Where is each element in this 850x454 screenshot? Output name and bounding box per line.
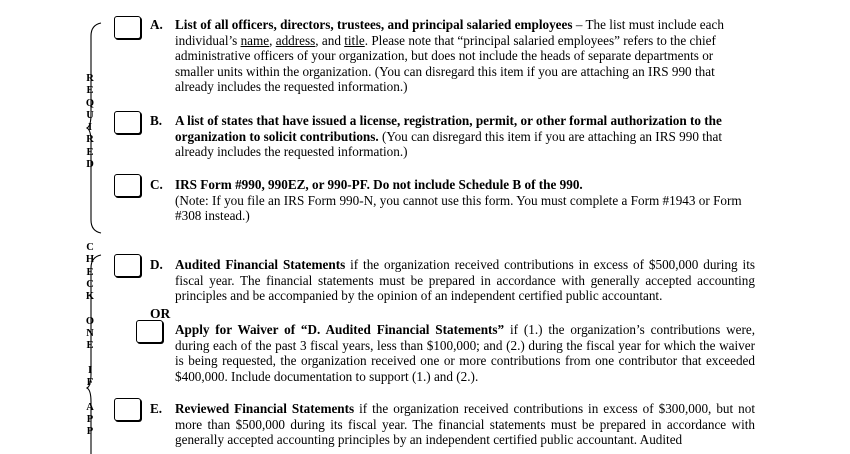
required-vertical-label: R E Q U I R E D — [85, 73, 95, 171]
check-one-vertical-label: C H E C K O N E I F A P P — [85, 242, 95, 438]
item-b — [150, 113, 755, 160]
item-b-rest: (You can disregard this item if you are attaching an IRS 990 that already includes the requested information.) — [175, 128, 722, 160]
item-a-text-3: , and — [315, 32, 345, 48]
or-label: OR — [150, 306, 171, 321]
item-a-letter: A. — [150, 17, 163, 32]
item-a-text — [175, 17, 755, 95]
checkbox-item-b[interactable] — [114, 111, 141, 134]
item-c-rest: (Note: If you file an IRS Form 990-N, you cannot use this form. You must complete a Form #1943 or Form #308 instead.) — [175, 192, 742, 224]
item-e-letter: E. — [150, 401, 163, 416]
item-d-letter: D. — [150, 257, 163, 272]
required-brace — [86, 22, 104, 234]
item-e-text — [175, 401, 755, 448]
item-e — [150, 401, 755, 448]
item-a-text-2: , — [269, 32, 276, 48]
item-a-address: address — [275, 32, 316, 48]
item-d-text — [175, 257, 755, 304]
item-b-heading: A list of states that have issued a license, registration, permit, or other formal authorization to the organization to solicit contributions. — [175, 113, 722, 144]
checkbox-item-d[interactable] — [114, 254, 141, 277]
checkbox-item-c[interactable] — [114, 174, 141, 197]
item-c-letter: C. — [150, 177, 163, 192]
checkbox-item-a[interactable] — [114, 16, 141, 39]
item-a-title: title — [344, 32, 365, 48]
item-d-heading: Audited Financial Statements — [175, 257, 346, 272]
item-a-text-1: – The list must include each individual’s — [175, 17, 724, 48]
waiver-heading: Apply for Waiver of “D. Audited Financial Statements” — [175, 322, 505, 337]
checkbox-item-e[interactable] — [114, 398, 141, 421]
waiver-rest: if (1.) the organization’s contributions were, during each of the past 3 fiscal years, less than $100,000; and (2.) during the fiscal year for which the waiver is being requested, the organization received one or more contributions from one contributor that exceeded $400,000. Include documentation to support (1.) and (2.). — [175, 322, 755, 384]
item-d-rest: if the organization received contributions in excess of $500,000 during its fiscal year. The financial statements must be prepared in accordance with generally accepted accounting principles and be accompanied by the opinion of an independent certified public accountant. — [175, 257, 755, 304]
waiver-text — [175, 322, 755, 384]
item-c-heading: IRS Form #990, 990EZ, or 990-PF. Do not include Schedule B of the 990. — [175, 177, 583, 192]
item-a-text-4: . Please note that “principal salaried employees” refers to the chief administrative officers of your organization, but does not include the heads of separate departments or smaller units within the organization. (You can disregard this item if you are attaching an IRS 990 that already includes the requested information.) — [175, 32, 716, 95]
item-a — [150, 17, 755, 95]
item-e-heading: Reviewed Financial Statements — [175, 401, 355, 416]
item-d — [150, 257, 755, 304]
item-waiver — [150, 322, 755, 384]
item-b-text — [175, 113, 755, 160]
item-e-rest: if the organization received contributions in excess of $300,000, but not more than $500,000 during its fiscal year. The financial statements must be prepared in accordance with generally accepted accounting principles by an independent certified public accountant. Audited — [175, 401, 755, 448]
item-c — [150, 177, 755, 224]
item-a-name: name — [240, 32, 270, 48]
item-b-letter: B. — [150, 113, 163, 128]
item-c-text — [175, 177, 755, 224]
check-one-brace — [86, 254, 104, 454]
item-a-heading: List of all officers, directors, trustees, and principal salaried employees — [175, 17, 573, 32]
